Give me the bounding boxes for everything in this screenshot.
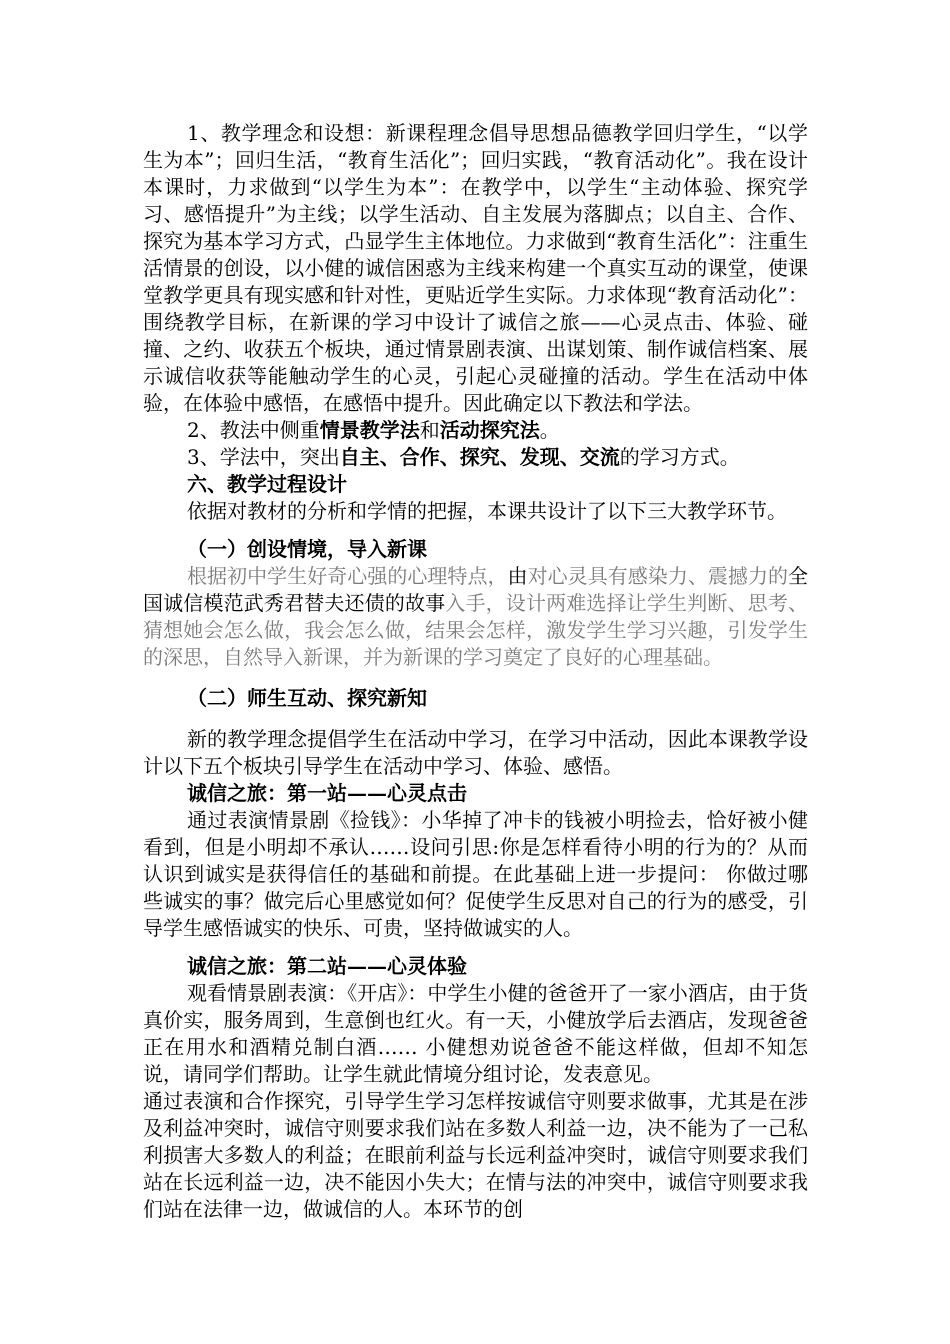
text-run: 2、教法中侧重	[187, 418, 320, 442]
paragraph-station-two-analysis: 通过表演和合作探究，引导学生学习怎样按诚信守则要求做事，尤其是在涉及利益冲突时，诚信守则要求我们站在多数人利益一边，决不能为了一己私利损害大多数人的利益；在眼前利益与长远利益冲突时，诚信守则要求我们站在长远利益一边，决不能因小失大；在情与法的冲突中，诚信守则要求我们站在法律一边，做诚信的人。本环节的创	[143, 1089, 808, 1221]
bold-term: 情景教学法	[319, 418, 420, 442]
text-run: 入手，设计两难选择让学生判断、思考、猜想她会怎么做，我会怎么做，结果会怎样，激发学生学习兴趣，引发学生的深思，自然导入新课，并为新课的学习奠定了良好的心理基础。	[143, 591, 808, 669]
station-heading-one: 诚信之旅：第一站——心灵点击	[187, 781, 467, 805]
paragraph-teaching-philosophy: 1、教学理念和设想：新课程理念倡导思想品德教学回归学生，“以学生为本”；回归生活，“教育生活化”；回归实践，“教育活动化”。我在设计本课时，力求做到“以学生为本”：在教学中，以学生“主动体验、探究学习、感悟提升”为主线；以学生活动、自主发展为落脚点；以自主、合作、探究为基本学习方式，凸显学生主体地位。力求做到“教育生活化”：注重生活情景的创设，以小健的诚信困惑为主线来构建一个真实互动的课堂，使课堂教学更具有现实感和针对性，更贴近学生实际。力求体现“教育活动化”：围绕教学目标，在新课的学习中设计了诚信之旅——心灵点击、体验、碰撞、之约、收获五个板块，通过情景剧表演、出谋划策、制作诚信档案、展示诚信收获等能触动学生的心灵，引起心灵碰撞的活动。学生在活动中体验，在体验中感悟，在感悟中提升。因此确定以下教法和学法。	[143, 121, 808, 415]
document-body	[143, 120, 808, 1223]
paragraph-teaching-methods	[143, 417, 808, 444]
station-heading-two: 诚信之旅：第二站——心灵体验	[187, 954, 467, 978]
text-run: 对心灵具有感染力、震撼力的	[527, 564, 789, 588]
text-run: 的学习方式。	[619, 445, 740, 469]
paragraph-scenario-intro	[143, 563, 808, 671]
text-run: 由	[507, 564, 528, 588]
bold-term: 自主、合作、探究、发现、交流	[339, 445, 620, 469]
text-run: 全国诚信模范武秀君替夫还债的故事	[143, 564, 809, 615]
paragraph-interaction-intro: 新的教学理念提倡学生在活动中学习，在学习中活动，因此本课教学设计以下五个板块引导学生在活动中学习、体验、感悟。	[143, 727, 808, 778]
text-run: 3、学法中，突出	[187, 445, 340, 469]
section-heading-process: 六、教学过程设计	[187, 472, 347, 496]
text-run: 和	[419, 418, 440, 442]
paragraph-process-intro: 依据对教材的分析和学情的把握，本课共设计了以下三大教学环节。	[187, 499, 787, 523]
paragraph-learning-methods	[143, 444, 808, 471]
paragraph-station-two: 观看情景剧表演：《开店》：中学生小健的爸爸开了一家小酒店，由于货真价实，服务周到，生意倒也红火。有一天，小健放学后去酒店，发现爸爸正在用水和酒精兑制白酒…… 小健想劝说爸爸不能这样做，但却不知怎说，请同学们帮助。让学生就此情境分组讨论，发表意见。	[143, 981, 808, 1086]
subsection-heading-two: （二）师生互动、探究新知	[187, 686, 427, 710]
paragraph-station-one: 通过表演情景剧《捡钱》：小华掉了冲卡的钱被小明捡去，恰好被小健看到，但是小明却不承认……设问引思:你是怎样看待小明的行为的？从而认识到诚实是获得信任的基础和前提。在此基础上进一步提问： 你做过哪些诚实的事？做完后心里感觉如何？促使学生反思对自己的行为的感受，引导学生感悟诚实的快乐、可贵，坚持做诚实的人。	[143, 808, 808, 940]
text-run: 根据初中学生好奇心强的心理特点，	[187, 564, 508, 588]
subsection-heading-one: （一）创设情境，导入新课	[187, 537, 427, 561]
text-run: 。	[539, 418, 560, 442]
bold-term: 活动探究法	[439, 418, 540, 442]
